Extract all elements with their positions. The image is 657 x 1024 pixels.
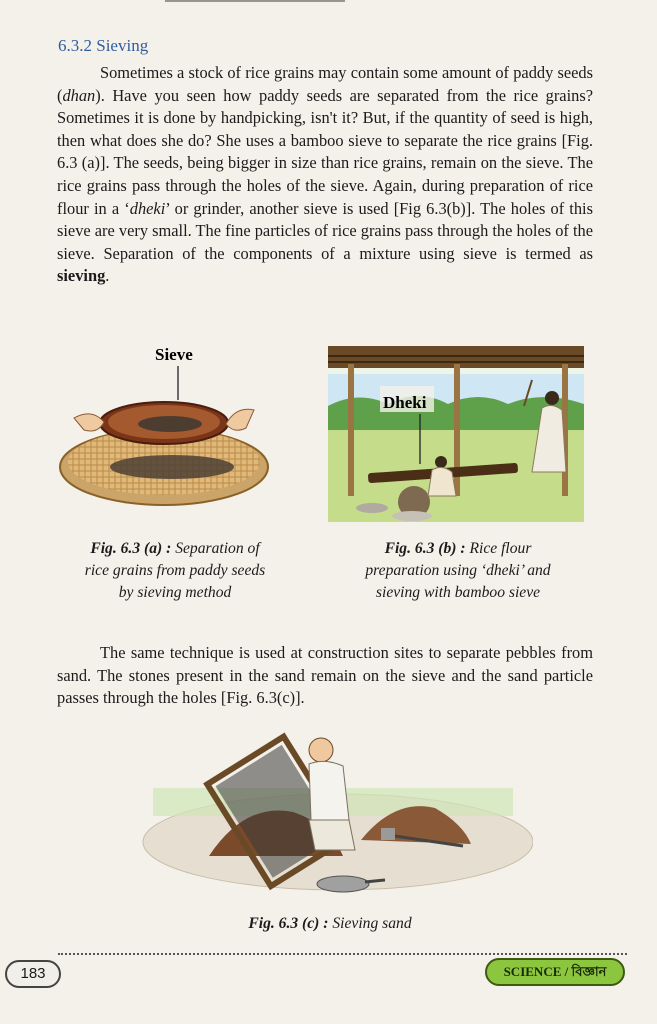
page-number: 183 <box>5 960 61 988</box>
figure-a-sieve-illustration <box>52 336 277 521</box>
dheki-label: Dheki <box>383 393 427 412</box>
paragraph-sieving-intro: Sometimes a stock of rice grains may contain some amount of paddy seeds (dhan). Have you seen how paddy seeds are separated from the rice grains? Sometimes it is done by handpicking, isn't it? But, if the quantity of seed is high, then what does she do? She uses a bamboo sieve to separate the rice grains [Fig. 6.3 (a)]. The seeds, being bigger in size than rice grains, remain on the sieve. The rice grains pass through the holes of the sieve. Again, during preparation of rice flour in a ‘dheki’ or grinder, another sieve is used [Fig 6.3(b)]. The holes of this sieve are very small. The fine particles of rice grains pass through the holes of the sieve. Separation of the components of a mixture using sieve is termed as sieving. <box>57 63 593 286</box>
figure-c-sieving-sand-illustration <box>133 724 533 900</box>
figure-b-dheki-illustration <box>328 346 584 522</box>
figure-b-caption: Fig. 6.3 (b) : Rice flour preparation using ‘dheki’ and sieving with bamboo sieve <box>365 540 551 601</box>
top-rule <box>165 0 345 2</box>
sieve-label: Sieve <box>155 345 193 364</box>
subject-badge: SCIENCE / বিজ্ঞান <box>485 958 625 986</box>
figure-c-caption: Fig. 6.3 (c) : Sieving sand <box>248 915 412 932</box>
section-heading: 6.3.2 Sieving <box>58 36 149 55</box>
paragraph-sieving-sand: The same technique is used at construction sites to separate pebbles from sand. The stones present in the sand remain on the sieve and the sand particle passes through the holes [Fig. 6.3(c)]. <box>57 643 593 708</box>
footer-divider <box>58 953 627 955</box>
figure-a-caption: Fig. 6.3 (a) : Separation of rice grains from paddy seeds by sieving method <box>84 540 266 601</box>
